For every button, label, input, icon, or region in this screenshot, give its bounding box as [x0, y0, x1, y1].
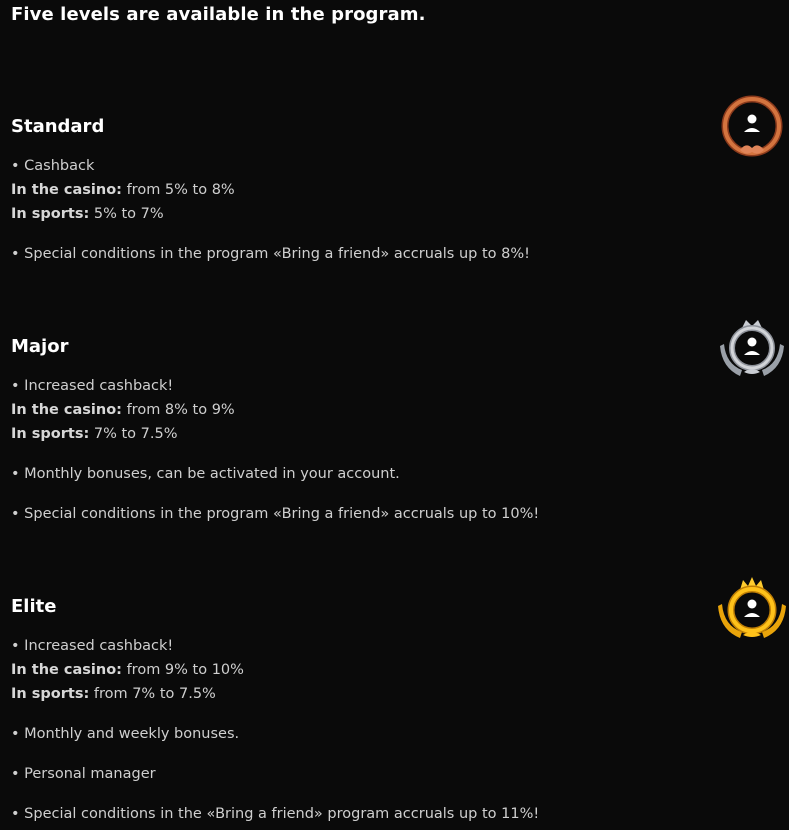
- page-intro: Five levels are available in the program.: [11, 4, 426, 25]
- sports-value: 7% to 7.5%: [89, 426, 178, 442]
- sports-label: In sports:: [11, 426, 90, 442]
- benefit-cashback: • Increased cashback!: [11, 378, 174, 394]
- benefit-cashback: • Cashback: [11, 158, 95, 174]
- casino-range: [11, 402, 235, 418]
- sports-range: [11, 686, 216, 702]
- benefit-referral: • Special conditions in the program «Bring a friend» accruals up to 8%!: [11, 246, 530, 262]
- benefit-monthly-weekly-bonuses: • Monthly and weekly bonuses.: [11, 726, 240, 742]
- casino-label: In the casino:: [11, 402, 122, 418]
- casino-range: [11, 662, 244, 678]
- benefit-monthly-bonuses: • Monthly bonuses, can be activated in your account.: [11, 466, 400, 482]
- sports-label: In sports:: [11, 686, 90, 702]
- level-title: Major: [11, 336, 69, 357]
- level-title: Standard: [11, 116, 105, 137]
- casino-value: from 8% to 9%: [121, 402, 235, 418]
- silver-medal-icon: [718, 314, 786, 382]
- sports-range: [11, 206, 164, 222]
- benefit-personal-manager: • Personal manager: [11, 766, 156, 782]
- casino-label: In the casino:: [11, 182, 122, 198]
- benefit-cashback: • Increased cashback!: [11, 638, 174, 654]
- casino-range: [11, 182, 235, 198]
- sports-value: from 7% to 7.5%: [89, 686, 216, 702]
- sports-value: 5% to 7%: [89, 206, 164, 222]
- casino-value: from 9% to 10%: [121, 662, 244, 678]
- benefit-referral: • Special conditions in the «Bring a friend» program accruals up to 11%!: [11, 806, 540, 822]
- bronze-medal-icon: [718, 94, 786, 162]
- level-title: Elite: [11, 596, 57, 617]
- sports-label: In sports:: [11, 206, 90, 222]
- gold-medal-icon: [718, 574, 786, 642]
- casino-label: In the casino:: [11, 662, 122, 678]
- sports-range: [11, 426, 177, 442]
- casino-value: from 5% to 8%: [121, 182, 235, 198]
- benefit-referral: • Special conditions in the program «Bring a friend» accruals up to 10%!: [11, 506, 540, 522]
